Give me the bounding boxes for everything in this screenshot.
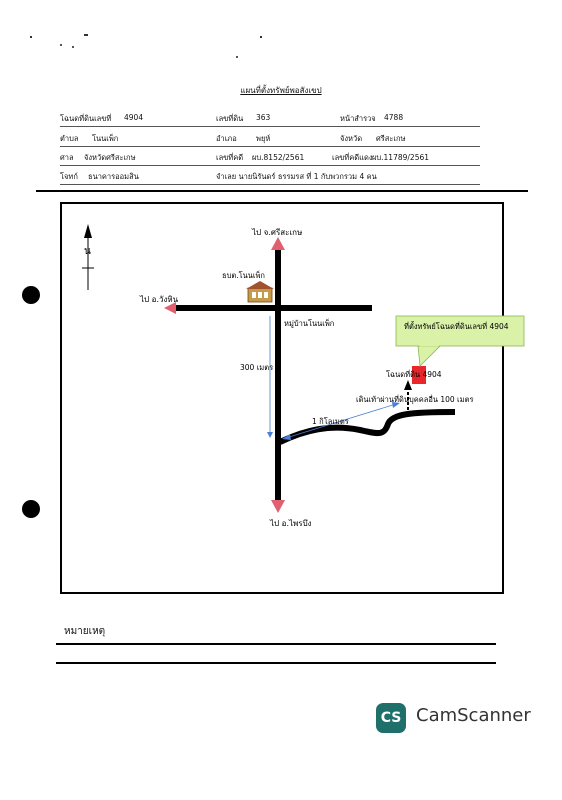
land-no-label: เลขที่ดิน bbox=[216, 114, 244, 123]
callout-text: ที่ตั้งทรัพย์โฉนดที่ดินเลขที่ 4904 bbox=[404, 322, 509, 331]
camscanner-name: CamScanner bbox=[416, 705, 531, 726]
remarks-line-2 bbox=[56, 662, 496, 664]
road-winding bbox=[280, 412, 455, 442]
dist-1km-label: 1 กิโลเมตร bbox=[312, 417, 349, 426]
tambon-value: โนนเพ็ก bbox=[92, 134, 119, 143]
court-value: จังหวัดศรีสะเกษ bbox=[84, 153, 136, 162]
to-north-label: ไป จ.ศรีสะเกษ bbox=[252, 228, 303, 237]
north-label: น bbox=[84, 246, 91, 257]
amphoe-value: พยุห์ bbox=[256, 134, 271, 143]
to-west-label: ไป อ.วังหิน bbox=[140, 295, 179, 304]
to-south-label: ไป อ.ไพรบึง bbox=[270, 519, 312, 528]
page-title: แผนที่ตั้งทรัพย์พอสังเขป bbox=[240, 86, 322, 95]
arrow-north-icon bbox=[271, 237, 285, 250]
red-case-label: เลขที่คดีแดง bbox=[332, 153, 373, 162]
black-case-value: ผบ.8152/2561 bbox=[252, 153, 305, 162]
plot-label: โฉนดที่ดิน 4904 bbox=[386, 370, 442, 379]
survey-label: หน้าสำรวจ bbox=[340, 114, 376, 123]
walk-label: เดินเท้าผ่านที่ดินบุคคลอื่น 100 เมตร bbox=[356, 395, 474, 404]
north-arrow-icon bbox=[82, 224, 94, 290]
black-case-label: เลขที่คดี bbox=[216, 153, 244, 162]
remarks-label: หมายเหตุ bbox=[64, 626, 106, 637]
remarks-line-1 bbox=[56, 643, 496, 645]
amphoe-label: อำเภอ bbox=[216, 134, 237, 143]
province-value: ศรีสะเกษ bbox=[376, 134, 406, 143]
camscanner-logo: CS bbox=[376, 703, 406, 733]
plaintiff-value: ธนาคารออมสิน bbox=[88, 172, 139, 181]
defendant-text: จำเลย นายนิรันดร์ ธรรมรส ที่ 1 กับพวกรวม 4 คน bbox=[216, 172, 377, 181]
survey-value: 4788 bbox=[384, 113, 404, 122]
plaintiff-label: โจทก์ bbox=[60, 172, 78, 181]
arrow-south-icon bbox=[271, 500, 285, 513]
red-case-value: ผบ.11789/2561 bbox=[372, 153, 430, 162]
deed-value: 4904 bbox=[124, 113, 144, 122]
deed-label: โฉนดที่ดินเลขที่ bbox=[60, 114, 112, 123]
walk-arrow-icon bbox=[404, 380, 412, 390]
tambon-label: ตำบล bbox=[60, 134, 79, 143]
measure-arrowhead-icon bbox=[282, 434, 291, 440]
village-label: หมู่บ้านโนนเพ็ก bbox=[284, 319, 335, 328]
province-label: จังหวัด bbox=[340, 134, 363, 143]
land-no-value: 363 bbox=[256, 113, 271, 122]
dist-300-label: 300 เมตร bbox=[240, 363, 274, 372]
school-building-icon bbox=[246, 281, 274, 302]
measure-arrowhead-icon bbox=[267, 432, 273, 438]
court-label: ศาล bbox=[60, 153, 74, 162]
school-label: ธบต.โนนเพ็ก bbox=[222, 271, 265, 280]
